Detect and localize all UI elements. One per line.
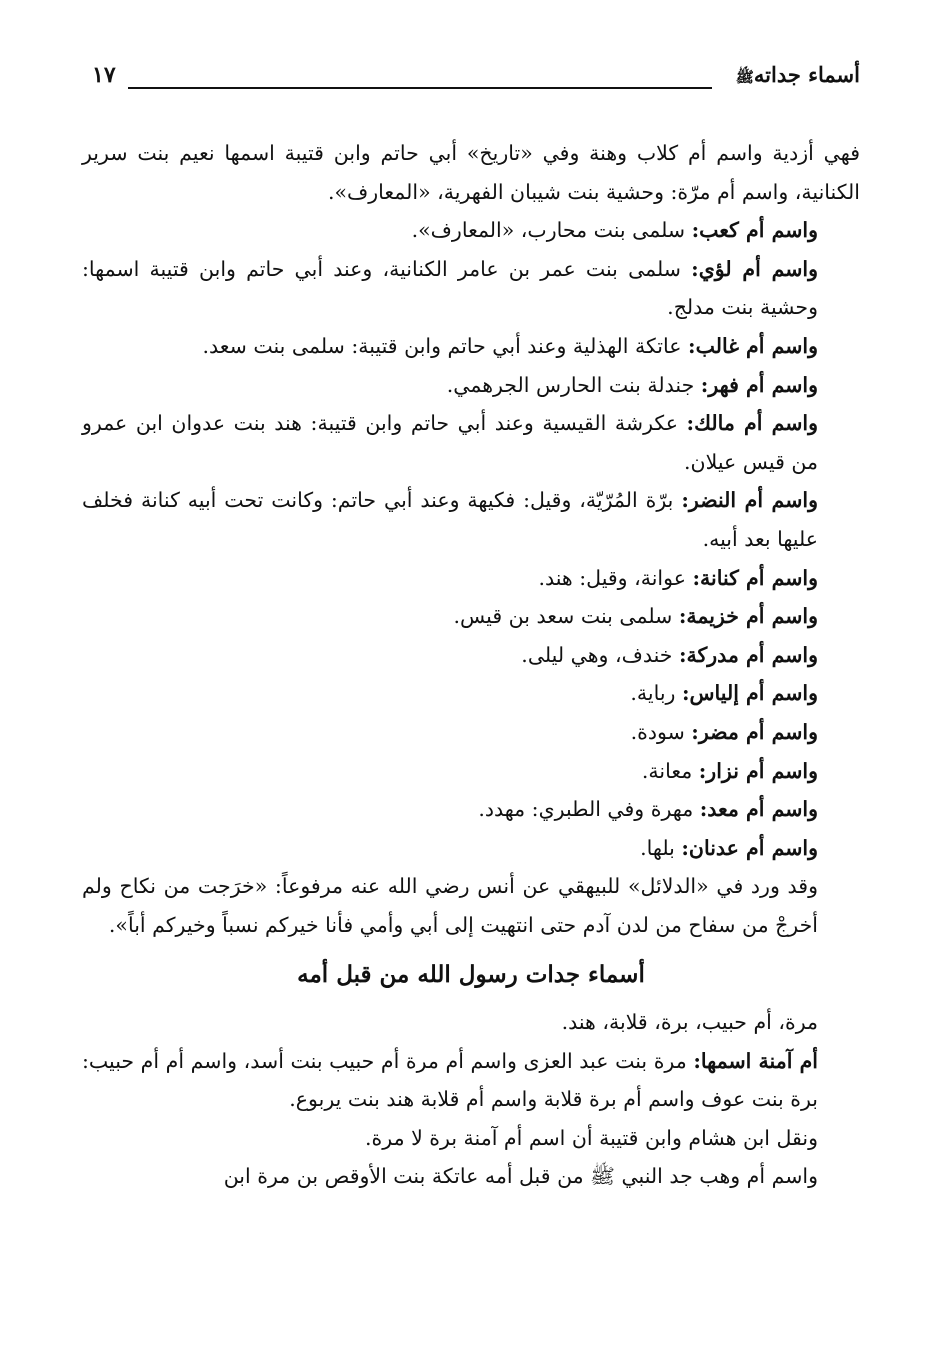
paragraph-lead: واسم أم لؤي: — [691, 256, 819, 281]
paragraph — [82, 250, 860, 327]
paragraph — [82, 829, 860, 868]
paragraph-text: معانة. — [641, 758, 699, 783]
paragraph-lead: واسم أم خزيمة: — [678, 604, 818, 629]
page-header — [92, 62, 860, 102]
paragraph — [82, 1042, 860, 1119]
paragraph — [82, 790, 860, 829]
paragraph-text: رباية. — [630, 681, 682, 706]
paragraph-lead: واسم أم غالب: — [688, 333, 818, 358]
paragraph-lead: واسم أم النضر: — [681, 488, 818, 513]
paragraph-text: بلها. — [640, 835, 682, 860]
paragraph-text: عكرشة القيسية وعند أبي حاتم وابن قتيبة: هند بنت عدوان ابن عمرو من قيس عيلان. — [82, 411, 818, 474]
paragraph-lead: واسم أم مضر: — [691, 719, 818, 744]
paragraph — [82, 134, 860, 211]
paragraph — [82, 211, 860, 250]
paragraph-text: سلمى بنت سعد بن قيس. — [453, 604, 679, 629]
paragraph — [82, 597, 860, 636]
paragraph — [82, 1003, 860, 1042]
header-rule — [128, 87, 712, 89]
paragraph-text: عوانة، وقيل: هند. — [538, 565, 693, 590]
paragraph-text: مرة بنت عبد العزى واسم أم مرة أم حبيب بنت أسد، واسم أم أم حبيب: برة بنت عوف واسم أم برة قلابة واسم أم قلابة هند بنت يربوع. — [82, 1048, 818, 1112]
paragraph — [82, 867, 860, 944]
paragraph-lead: أم آمنة اسمها: — [693, 1048, 818, 1073]
paragraph-lead: واسم أم مدركة: — [678, 642, 818, 667]
paragraph-lead: واسم أم نزار: — [698, 758, 818, 783]
paragraph — [82, 713, 860, 752]
paragraph — [82, 636, 860, 675]
section-heading: أسماء جدات رسول الله من قبل أمه — [297, 961, 645, 989]
paragraph-lead: واسم أم عدنان: — [681, 835, 818, 860]
paragraph-text: ونقل ابن هشام وابن قتيبة أن اسم أم آمنة برة لا مرة. — [365, 1125, 818, 1150]
paragraph-text: سلمى بنت عمر بن عامر الكنانية، وعند أبي حاتم وابن قتيبة اسمها: وحشية بنت مدلج. — [82, 256, 818, 320]
paragraph-text: سلمى بنت محارب، «المعارف». — [411, 218, 692, 243]
paragraph-text: مرة، أم حبيب، برة، قلابة، هند. — [561, 1010, 818, 1035]
paragraph-lead: واسم أم إلياس: — [681, 681, 818, 706]
paragraph — [82, 327, 860, 366]
running-head — [736, 62, 860, 90]
paragraph-text: واسم أم وهب جد النبي ﷺ من قبل أمه عاتكة بنت الأوقص بن مرة ابن — [223, 1164, 818, 1189]
paragraph — [82, 366, 860, 405]
paragraph — [82, 404, 860, 481]
page-number: ١٧ — [92, 62, 116, 88]
paragraph-lead: واسم أم كنانة: — [692, 565, 818, 590]
paragraph-text: وقد ورد في «الدلائل» للبيهقي عن أنس رضي الله عنه مرفوعاً: «خرَجت من نكاح ولم أخرجْ من سفاح من لدن آدم حتى انتهيت إلى أبي وأمي فأنا خيركم نسباً وخيركم أباً». — [82, 874, 818, 937]
paragraph-text: برّة المُرّيّة، وقيل: فكيهة وعند أبي حاتم: وكانت تحت أبيه كنانة فخلف عليها بعد أبيه. — [82, 488, 818, 551]
paragraph — [82, 752, 860, 791]
paragraph-text: جندلة بنت الحارس الجرهمي. — [446, 372, 701, 397]
paragraph — [82, 559, 860, 598]
paragraph-text: خندف، وهي ليلى. — [521, 642, 679, 667]
paragraph — [82, 1157, 860, 1196]
paragraph-text: فهي أزدية واسم أم كلاب وهنة وفي «تاريخ» أبي حاتم وابن قتيبة اسمها نعيم بنت سرير الكنانية، واسم أم مرّة: وحشية بنت شيبان الفهرية، «المعارف». — [82, 141, 860, 204]
honorific-glyph: ﷺ — [735, 68, 754, 86]
paragraph-lead: واسم أم كعب: — [691, 218, 818, 243]
running-head-title: أسماء جداته — [753, 62, 860, 87]
paragraph-text: مهرة وفي الطبري: مهدد. — [478, 797, 700, 822]
paragraph-lead: واسم أم مالك: — [686, 411, 818, 436]
paragraph-lead: واسم أم معد: — [699, 797, 818, 822]
paragraph — [82, 674, 860, 713]
paragraph-text: سودة. — [630, 719, 692, 744]
paragraph — [82, 1119, 860, 1158]
paragraph-text: عاتكة الهذلية وعند أبي حاتم وابن قتيبة: سلمى بنت سعد. — [202, 333, 688, 358]
paragraph — [82, 481, 860, 558]
page-body — [82, 134, 860, 1344]
paragraph-lead: واسم أم فهر: — [700, 372, 818, 397]
